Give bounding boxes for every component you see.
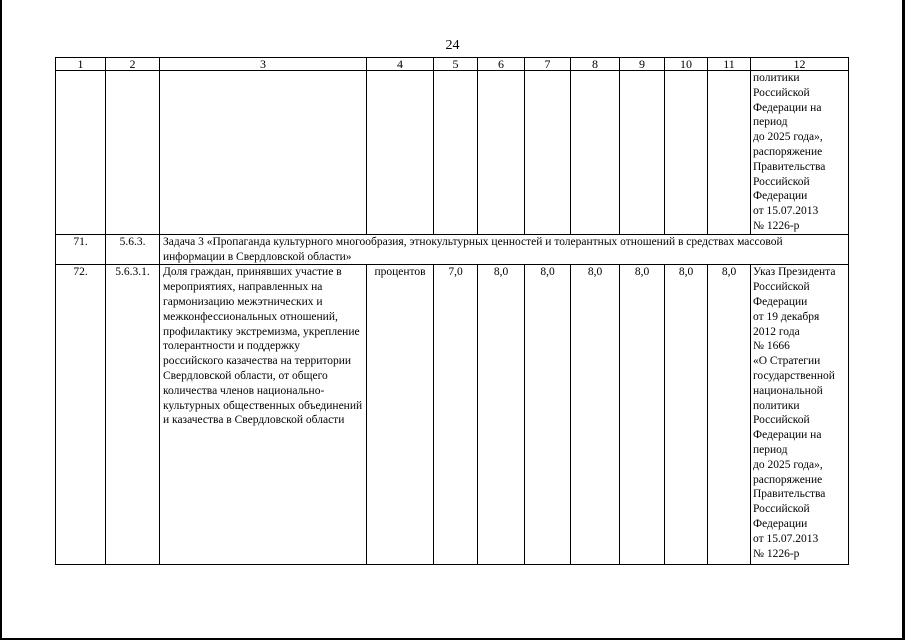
table-row-indicator-72 — [56, 265, 849, 565]
column-header: 6 — [478, 58, 525, 71]
column-header: 2 — [106, 58, 160, 71]
column-header: 11 — [708, 58, 751, 71]
table-cell — [56, 71, 106, 235]
column-header: 7 — [525, 58, 571, 71]
column-header: 3 — [160, 58, 367, 71]
row-code: 5.6.3. — [106, 234, 160, 265]
column-header: 4 — [367, 58, 434, 71]
source-document-cell: политики Российской Федерации на период до 2025 года», распоряжение Правительства Российской Федерации от 15.07.2013 № 1226-р — [751, 71, 849, 235]
indicators-table — [55, 57, 849, 565]
scan-border-left — [0, 0, 2, 640]
table-cell — [478, 71, 525, 235]
table-cell — [571, 71, 620, 235]
unit-cell: процентов — [367, 265, 434, 565]
table-row-task-71 — [56, 234, 849, 265]
table-cell — [525, 71, 571, 235]
table-cell — [106, 71, 160, 235]
column-header: 5 — [434, 58, 478, 71]
table-row-continuation — [56, 71, 849, 235]
table-cell — [620, 71, 665, 235]
table-cell — [665, 71, 708, 235]
value-cell: 7,0 — [434, 265, 478, 565]
value-cell: 8,0 — [708, 265, 751, 565]
value-cell: 8,0 — [478, 265, 525, 565]
row-number: 72. — [56, 265, 106, 565]
task-title: Задача 3 «Пропаганда культурного многообразия, этнокультурных ценностей и толерантных отношений в средствах массовой информации в Свердловской области» — [160, 234, 849, 265]
row-number: 71. — [56, 234, 106, 265]
column-header: 12 — [751, 58, 849, 71]
table-cell — [367, 71, 434, 235]
column-header: 10 — [665, 58, 708, 71]
column-header: 9 — [620, 58, 665, 71]
column-header: 1 — [56, 58, 106, 71]
value-cell: 8,0 — [525, 265, 571, 565]
value-cell: 8,0 — [665, 265, 708, 565]
indicator-description: Доля граждан, принявших участие в мероприятиях, направленных на гармонизацию межэтнических и межконфессиональных отношений, профилактику экстремизма, укрепление толерантности и поддержку российского казачества на территории Свердловской области, от общего количества членов национально-культурных общественных объединений и казачества в Свердловской области — [160, 265, 367, 565]
value-cell: 8,0 — [620, 265, 665, 565]
table-cell — [160, 71, 367, 235]
page-number: 24 — [445, 38, 460, 53]
source-document-cell: Указ Президента Российской Федерации от 19 декабря 2012 года № 1666 «О Стратегии государственной национальной политики Российской Федерации на период до 2025 года», распоряжение Правительства Российской Федерации от 15.07.2013 № 1226-р — [751, 265, 849, 565]
column-number-row — [56, 58, 849, 71]
value-cell: 8,0 — [571, 265, 620, 565]
table-cell — [434, 71, 478, 235]
table-cell — [708, 71, 751, 235]
column-header: 8 — [571, 58, 620, 71]
row-code: 5.6.3.1. — [106, 265, 160, 565]
